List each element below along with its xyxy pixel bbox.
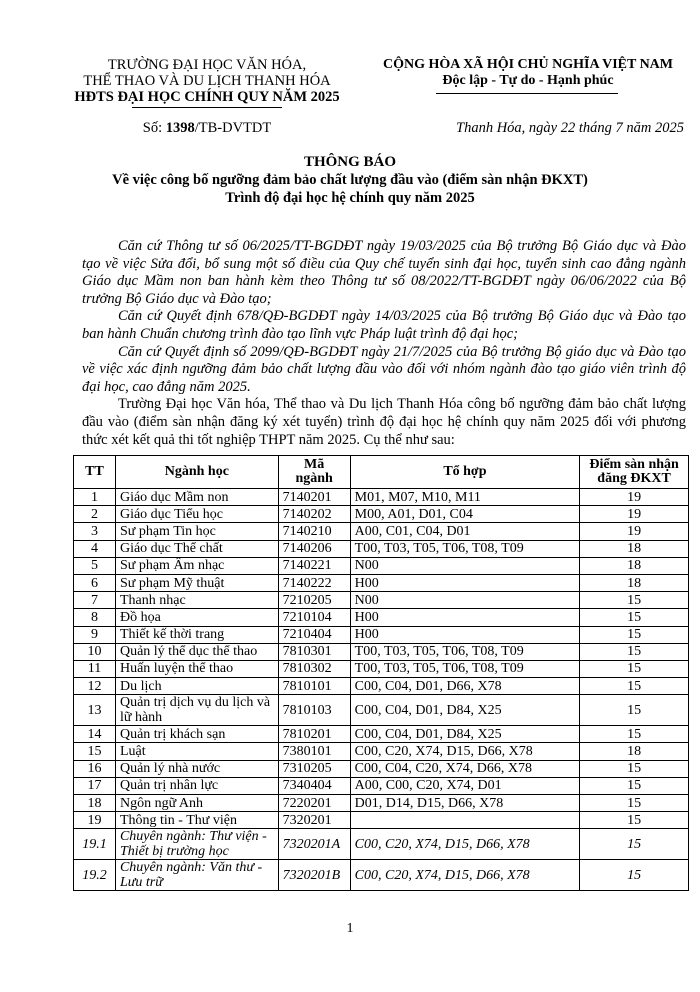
cell-diem: 15 [580,643,689,660]
cell-tohop: C00, C20, X74, D15, D66, X78 [350,829,579,860]
cell-ma: 7380101 [278,743,350,760]
cell-tohop: C00, C04, D01, D66, X78 [350,678,579,695]
cell-tohop: N00 [350,557,579,574]
cell-diem: 18 [580,574,689,591]
col-header-diem: Điểm sàn nhận đăng ĐKXT [580,456,689,489]
cell-tt: 3 [74,523,116,540]
cell-ma: 7810103 [278,695,350,726]
issuing-org [62,57,352,105]
cell-ma: 7140206 [278,540,350,557]
national-header [378,57,678,89]
cell-diem: 15 [580,812,689,829]
table-row [74,523,689,540]
cell-ma: 7310205 [278,760,350,777]
cell-diem: 15 [580,660,689,677]
col-header-tt: TT [74,456,116,489]
cell-tt: 4 [74,540,116,557]
cell-tohop: C00, C04, C20, X74, D66, X78 [350,760,579,777]
table-header-row [74,456,689,489]
cell-diem: 18 [580,743,689,760]
table-row [74,695,689,726]
cell-diem: 18 [580,557,689,574]
cell-tt: 14 [74,726,116,743]
table-row [74,592,689,609]
cell-diem: 15 [580,678,689,695]
cell-nganh: Sư phạm Mỹ thuật [115,574,278,591]
motto: Độc lập - Tự do - Hạnh phúc [442,73,614,88]
cell-tt: 7 [74,592,116,609]
org-underline [132,107,282,108]
cell-ma: 7810101 [278,678,350,695]
paragraph-legal-basis-1: Căn cứ Thông tư số 06/2025/TT-BGDĐT ngày 19/03/2025 của Bộ trưởng Bộ Giáo dục và Đào tạo về việc Sửa đổi, bổ sung một số điều của Quy chế tuyển sinh đại học, tuyển sinh cao đẳng ngành Giáo dục Mầm non ban hành kèm theo Thông tư số 08/2022/TT-BGDĐT ngày 06/06/2022 của Bộ trưởng Bộ Giáo dục và Đào tạo; [82,238,686,307]
cell-diem: 15 [580,695,689,726]
cell-diem: 15 [580,829,689,860]
cell-tohop: M01, M07, M10, M11 [350,489,579,506]
cell-diem: 15 [580,726,689,743]
cell-diem: 15 [580,860,689,891]
cell-tt: 5 [74,557,116,574]
cell-diem: 19 [580,506,689,523]
table-row [74,489,689,506]
cell-tohop: N00 [350,592,579,609]
cell-ma: 7810302 [278,660,350,677]
cell-tohop: C00, C20, X74, D15, D66, X78 [350,860,579,891]
cell-tohop: M00, A01, D01, C04 [350,506,579,523]
org-line-3: HĐTS ĐẠI HỌC CHÍNH QUY NĂM 2025 [74,89,340,105]
cell-diem: 18 [580,540,689,557]
cell-tt: 18 [74,795,116,812]
document-date: Thanh Hóa, ngày 22 tháng 7 năm 2025 [456,120,684,136]
cell-tohop: A00, C01, C04, D01 [350,523,579,540]
cell-diem: 19 [580,523,689,540]
cell-tt: 12 [74,678,116,695]
cell-nganh: Quản trị nhân lực [115,777,278,794]
cell-diem: 15 [580,777,689,794]
cell-ma: 7140222 [278,574,350,591]
cell-nganh: Giáo dục Tiểu học [115,506,278,523]
table-row [74,557,689,574]
cell-tt: 19.1 [74,829,116,860]
cell-tt: 6 [74,574,116,591]
table-row [74,777,689,794]
cell-tohop: H00 [350,626,579,643]
table-row [74,643,689,660]
table-row [74,506,689,523]
table-row [74,812,689,829]
cell-ma: 7320201A [278,829,350,860]
cell-tohop: T00, T03, T05, T06, T08, T09 [350,540,579,557]
org-line-1: TRƯỜNG ĐẠI HỌC VĂN HÓA, [107,57,307,73]
table-row [74,760,689,777]
cell-ma: 7320201 [278,812,350,829]
cell-ma: 7320201B [278,860,350,891]
cell-diem: 15 [580,795,689,812]
threshold-table [73,455,689,891]
motto-underline [436,93,618,94]
cell-tohop [350,812,579,829]
title-sub-1: Về việc công bố ngưỡng đảm bảo chất lượng đầu vào (điểm sàn nhận ĐKXT) [112,172,588,188]
cell-nganh: Chuyên ngành: Thư viện - Thiết bị trường học [115,829,278,860]
cell-ma: 7220201 [278,795,350,812]
cell-nganh: Du lịch [115,678,278,695]
cell-diem: 15 [580,609,689,626]
cell-ma: 7140221 [278,557,350,574]
cell-tt: 9 [74,626,116,643]
cell-ma: 7810201 [278,726,350,743]
cell-tt: 13 [74,695,116,726]
table-row [74,678,689,695]
cell-ma: 7810301 [278,643,350,660]
cell-nganh: Sư phạm Âm nhạc [115,557,278,574]
cell-ma: 7210205 [278,592,350,609]
cell-ma: 7140202 [278,506,350,523]
cell-nganh: Ngôn ngữ Anh [115,795,278,812]
title-sub-2: Trình độ đại học hệ chính quy năm 2025 [225,190,475,206]
cell-nganh: Thông tin - Thư viện [115,812,278,829]
table-row [74,574,689,591]
cell-tohop: H00 [350,574,579,591]
table-row [74,860,689,891]
paragraph-legal-basis-3: Căn cứ Quyết định số 2099/QĐ-BGDĐT ngày 21/7/2025 của Bộ trưởng Bộ giáo dục và Đào tạo về việc xác định ngưỡng đảm bảo chất lượng đầu vào đối với nhóm ngành đào tạo giáo viên trình độ đại học, cao đẳng năm 2025. [82,343,686,395]
cell-tt: 16 [74,760,116,777]
table-row [74,829,689,860]
table-row [74,743,689,760]
col-header-nganh: Ngành học [115,456,278,489]
col-header-ma: Mã ngành [278,456,350,489]
cell-ma: 7340404 [278,777,350,794]
cell-tt: 1 [74,489,116,506]
document-body [82,238,686,449]
paragraph-announcement: Trường Đại học Văn hóa, Thể thao và Du lịch Thanh Hóa công bố ngưỡng đảm bảo chất lượng đầu vào (điểm sàn nhận đăng ký xét tuyển) trình độ đại học hệ chính quy năm 2025 đối với phương thức xét kết quả thi tốt nghiệp THPT năm 2025. Cụ thể như sau: [82,396,686,448]
cell-ma: 7140201 [278,489,350,506]
cell-ma: 7140210 [278,523,350,540]
cell-tohop: C00, C04, D01, D84, X25 [350,726,579,743]
table-row [74,726,689,743]
cell-diem: 15 [580,760,689,777]
page-number: 1 [346,921,354,936]
cell-tohop: C00, C20, X74, D15, D66, X78 [350,743,579,760]
paragraph-legal-basis-2: Căn cứ Quyết định 678/QĐ-BGDĐT ngày 14/03/2025 của Bộ trưởng Bộ Giáo dục và Đào tạo ban hành Chuẩn chương trình đào tạo lĩnh vực Pháp luật trình độ đại học; [82,308,686,342]
cell-nganh: Sư phạm Tin học [115,523,278,540]
cell-diem: 19 [580,489,689,506]
cell-tohop: T00, T03, T05, T06, T08, T09 [350,643,579,660]
cell-tt: 10 [74,643,116,660]
cell-nganh: Chuyên ngành: Văn thư - Lưu trữ [115,860,278,891]
country-name: CỘNG HÒA XÃ HỘI CHỦ NGHĨA VIỆT NAM [382,57,673,72]
cell-tohop: T00, T03, T05, T06, T08, T09 [350,660,579,677]
cell-ma: 7210104 [278,609,350,626]
cell-nganh: Huấn luyện thể thao [115,660,278,677]
cell-tohop: D01, D14, D15, D66, X78 [350,795,579,812]
title-main: THÔNG BÁO [303,154,397,170]
cell-nganh: Luật [115,743,278,760]
cell-tt: 15 [74,743,116,760]
table-row [74,626,689,643]
cell-nganh: Đồ họa [115,609,278,626]
cell-diem: 15 [580,592,689,609]
cell-tt: 11 [74,660,116,677]
cell-tt: 8 [74,609,116,626]
document-number: Số: 1398/TB-DVTDT [142,120,272,136]
cell-nganh: Thiết kế thời trang [115,626,278,643]
col-header-tohop: Tổ hợp [350,456,579,489]
cell-nganh: Giáo dục Mầm non [115,489,278,506]
cell-diem: 15 [580,626,689,643]
cell-nganh: Quản lý thể dục thể thao [115,643,278,660]
table-row [74,540,689,557]
cell-tt: 17 [74,777,116,794]
table-row [74,660,689,677]
document-title [30,153,670,207]
cell-tohop: C00, C04, D01, D84, X25 [350,695,579,726]
cell-tohop: H00 [350,609,579,626]
cell-tohop: A00, C00, C20, X74, D01 [350,777,579,794]
table-row [74,795,689,812]
org-line-2: THỂ THAO VÀ DU LỊCH THANH HÓA [83,73,331,89]
cell-tt: 19 [74,812,116,829]
cell-nganh: Quản trị khách sạn [115,726,278,743]
cell-tt: 2 [74,506,116,523]
cell-ma: 7210404 [278,626,350,643]
cell-nganh: Quản lý nhà nước [115,760,278,777]
cell-nganh: Quản trị dịch vụ du lịch và lữ hành [115,695,278,726]
cell-tt: 19.2 [74,860,116,891]
cell-nganh: Giáo dục Thể chất [115,540,278,557]
table-row [74,609,689,626]
cell-nganh: Thanh nhạc [115,592,278,609]
